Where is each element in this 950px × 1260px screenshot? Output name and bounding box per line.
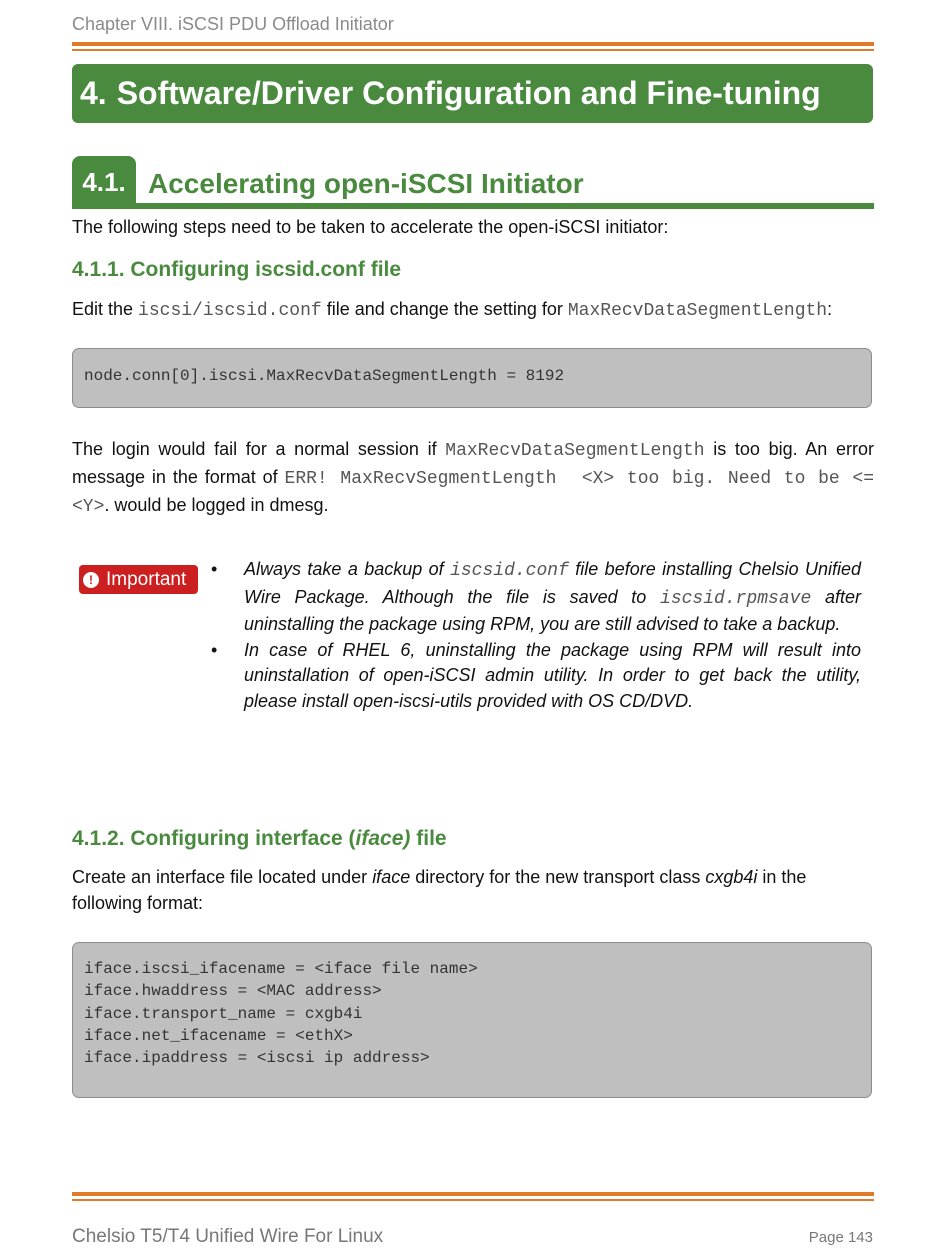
important-label: Important — [106, 568, 187, 590]
bullet-icon: • — [211, 639, 218, 660]
list-item: • Always take a backup of iscsid.conf file before installing Chelsio Unified Wire Package. Although the file is saved to iscsid.rpmsave after uninstalling the package using RPM, you are still advised to take a backup. — [211, 559, 861, 634]
chapter-heading — [72, 64, 873, 123]
iface-instruction: Create an interface file located under iface directory for the new transport class cxgb4i in the following format: — [72, 867, 807, 913]
code-line: node.conn[0].iscsi.MaxRecvDataSegmentLength = 8192 — [84, 367, 565, 385]
header-rule — [72, 42, 874, 46]
bullet-icon: • — [211, 559, 218, 579]
code-line: iface.iscsi_ifacename = <iface file name> — [84, 960, 478, 978]
code-line: iface.hwaddress = <MAC address> — [84, 982, 382, 1001]
code-block-iscsid — [72, 348, 872, 408]
error-note: The login would fail for a normal session if MaxRecvDataSegmentLength is too big. An error message in the format of ERR! MaxRecvSegmentLength <X> too big. Need to be <= <Y>. would be logged in dmesg. — [72, 439, 885, 517]
footer-rule-thin — [72, 1199, 874, 1201]
exclamation-icon: ! — [83, 572, 99, 588]
section-intro: The following steps need to be taken to accelerate the open-iSCSI initiator: — [72, 217, 669, 237]
section-number-tab: 4.1. — [72, 156, 136, 208]
running-header: Chapter VIII. iSCSI PDU Offload Initiator — [72, 14, 394, 34]
code-block-iface — [72, 942, 872, 1098]
important-badge — [79, 565, 198, 594]
page-number: Page 143 — [808, 1229, 873, 1246]
chapter-number: 4. — [80, 75, 107, 111]
subsection-1-title: 4.1.1. Configuring iscsid.conf file — [72, 258, 402, 281]
code-line: iface.net_ifacename = <ethX> — [84, 1026, 353, 1045]
error-message: ERR! MaxRecvSegmentLength <X> too big. Need to be <= <Y> — [72, 469, 885, 517]
subsection-2-title: 4.1.2. Configuring interface (iface) file — [72, 827, 447, 850]
footer-title: Chelsio T5/T4 Unified Wire For Linux — [72, 1226, 384, 1247]
setting-name: MaxRecvDataSegmentLength — [567, 301, 828, 321]
section-title: Accelerating open-iSCSI Initiator — [148, 168, 584, 199]
code-line: iface.ipaddress = <iscsi ip address> — [84, 1049, 430, 1068]
important-notes — [211, 557, 861, 714]
edit-instruction: Edit the iscsi/iscsid.conf file and change the setting for MaxRecvDataSegmentLength: — [72, 299, 833, 321]
code-line: iface.transport_name = cxgb4i — [84, 1004, 363, 1023]
footer-rule — [72, 1192, 874, 1196]
list-item: • In case of RHEL 6, uninstalling the package using RPM will result into uninstallation of open-iSCSI admin utility. In order to get back the utility, please install open-iscsi-utils provided with OS CD/DVD. — [211, 639, 861, 711]
file-path: iscsi/iscsid.conf — [138, 301, 322, 321]
chapter-title: Software/Driver Configuration and Fine-tuning — [116, 75, 821, 111]
section-underline — [72, 203, 874, 209]
header-rule-thin — [72, 49, 874, 51]
